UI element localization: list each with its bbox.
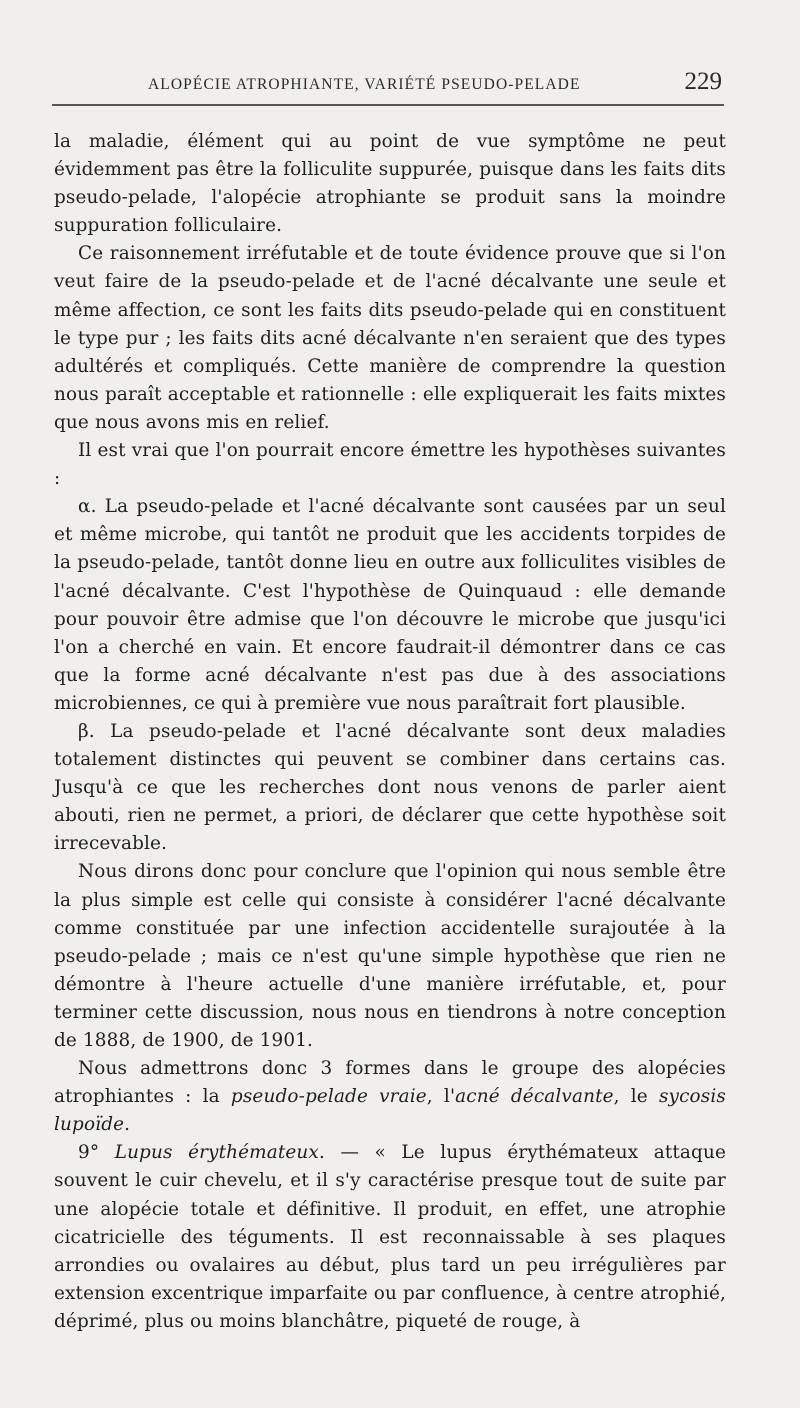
paragraph-three-forms [54,1055,726,1139]
three-forms-text-c: , le [613,1086,659,1108]
paragraph-lupus [54,1139,726,1336]
three-forms-text-d: . [124,1114,131,1136]
paragraph-2: Ce raisonnement irréfutable et de toute évidence prouve que si l'on veut faire de la pseudo-pelade et de l'acné décalvante une seule et même affection, ce sont les faits dits pseudo-pelade qui en constituent le type pur ; les faits dits acné décalvante n'en seraient que des types adultérés et compliqués. Cette manière de comprendre la question nous paraît acceptable et rationnelle : elle expliquerait les faits mixtes que nous avons mis en relief. [54,243,726,433]
running-title: ALOPÉCIE ATROPHIANTE, VARIÉTÉ PSEUDO-PELADE [148,76,581,93]
header-rule [52,104,724,106]
lupus-text: . — « Le lupus érythémateux attaque souvent le cuir chevelu, et il s'y caractérise presque tout de suite par une alopécie totale et définitive. Il produit, en effet, une atrophie cicatricielle des téguments. Il est reconnaissable à ses plaques arrondies ou ovalaires au début, plus tard un peu irrégulières par extension excentrique imparfaite ou par confluence, à centre atrophié, déprimé, plus ou moins blanchâtre, piqueté de rouge, à [54,1142,726,1332]
term-pseudo-pelade-vraie: pseudo-pelade vraie [230,1086,427,1108]
paragraph-3: Il est vrai que l'on pourrait encore émettre les hypothèses suivantes : [54,440,726,490]
body-text [54,128,726,1336]
paragraph-1: la maladie, élément qui au point de vue symptôme ne peut évidemment pas être la folliculite suppurée, puisque dans les faits dits pseudo-pelade, l'alopécie atrophiante se produit sans la moindre suppuration folliculaire. [54,131,726,237]
page-number: 229 [684,68,722,95]
term-acne-decalvante: acné décalvante [455,1086,614,1108]
section-number: 9° [78,1142,115,1164]
paragraph-conclusion: Nous dirons donc pour conclure que l'opinion qui nous semble être la plus simple est celle qui consiste à considérer l'acné décalvante comme constituée par une infection accidentelle surajoutée à la pseudo-pelade ; mais ce n'est qu'une simple hypothèse que rien ne démontre à l'heure actuelle d'une manière irréfutable, et, pour terminer cette discussion, nous nous en tiendrons à notre conception de 1888, de 1900, de 1901. [54,861,726,1051]
three-forms-text-b: , l' [426,1086,456,1108]
section-title-lupus: Lupus érythémateux [114,1142,319,1164]
page-header [52,66,724,102]
term-sycosis-lupoide: sycosis lupoïde [54,1086,726,1136]
paragraph-beta: β. La pseudo-pelade et l'acné décalvante sont deux maladies totalement distinctes qui peuvent se combiner dans certains cas. Jusqu'à ce que les recherches dont nous venons de parler aient abouti, rien ne permet, a priori, de déclarer que cette hypothèse soit irrecevable. [54,720,726,855]
paragraph-alpha: α. La pseudo-pelade et l'acné décalvante sont causées par un seul et même microbe, qui tantôt ne produit que les accidents torpides de la pseudo-pelade, tantôt donne lieu en outre aux folliculites visibles de l'acné décalvante. C'est l'hypothèse de Quinquaud : elle demande pour pouvoir être admise que l'on découvre le microbe que jusqu'ici l'on a cherché en vain. Et encore faudrait-il démontrer dans ce cas que la forme acné décalvante n'est pas due à des associations microbiennes, ce qui à première vue nous paraîtrait fort plausible. [54,496,726,714]
three-forms-text-a: Nous admettrons donc 3 formes dans le groupe des alopécies atrophiantes : la [54,1058,726,1108]
